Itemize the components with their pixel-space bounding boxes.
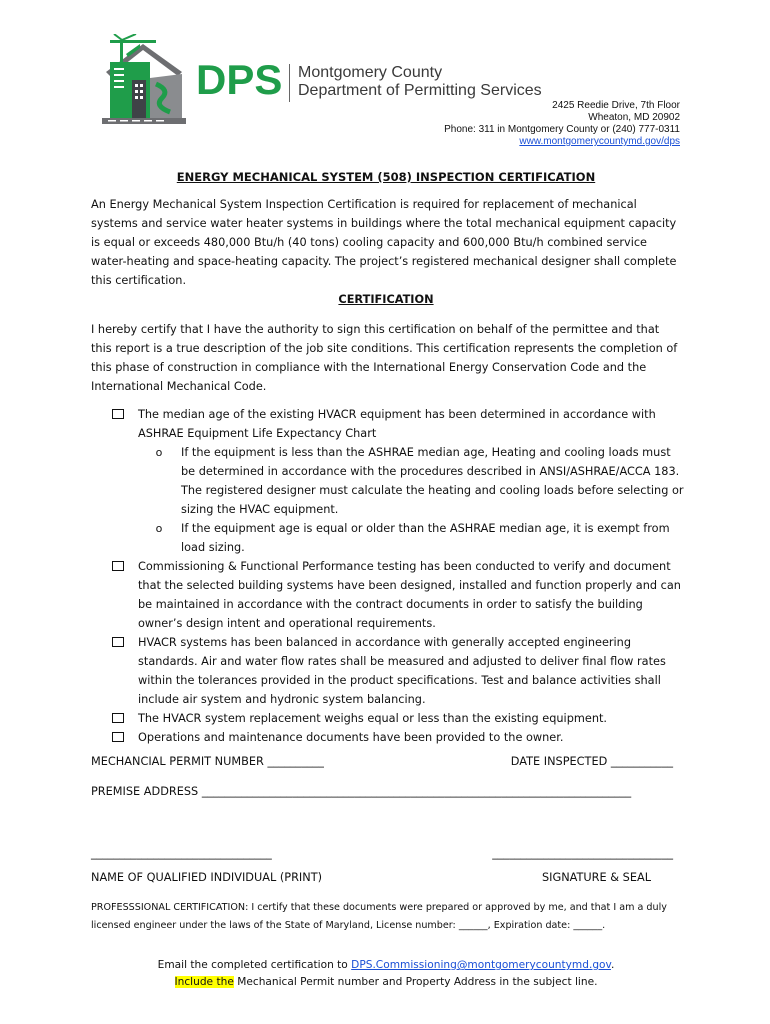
checklist-item-text: HVACR systems has been balanced in accordance with generally accepted engineering standards. Air and water flow rates shall be measured and adjusted to deliver final flow rates within the tolerances provided in the product specifications. Test and balance activities shall include air system and hydronic system balancing. (138, 636, 666, 706)
logo-divider (289, 64, 290, 102)
permit-number-field[interactable]: MECHANCIAL PERMIT NUMBER __________ (91, 755, 324, 768)
checklist-subitem (154, 519, 684, 557)
certification-heading: CERTIFICATION (338, 293, 434, 306)
county-name: Montgomery County (298, 64, 443, 81)
dps-building-logo (96, 34, 190, 128)
date-inspected-field[interactable]: DATE INSPECTED ___________ (510, 755, 673, 768)
premise-address-field[interactable]: PREMISE ADDRESS ____________________________________________________________________________ (91, 785, 632, 798)
checkbox-balancing[interactable] (112, 637, 124, 647)
checklist-item (112, 728, 684, 747)
address-line-1: 2425 Reedie Drive, 7th Floor (552, 100, 680, 111)
checklist-item (112, 633, 684, 709)
certification-checklist (112, 405, 684, 747)
checkbox-om-documents[interactable] (112, 732, 124, 742)
name-print-label: NAME OF QUALIFIED INDIVIDUAL (PRINT) (91, 871, 323, 884)
department-name: Department of Permitting Services (298, 82, 542, 99)
phone-line: Phone: 311 in Montgomery County or (240) 777-0311 (444, 124, 680, 135)
checklist-item-text: The HVACR system replacement weighs equal or less than the existing equipment. (138, 712, 608, 725)
address-line-2: Wheaton, MD 20902 (588, 112, 680, 123)
email-link[interactable]: DPS.Commissioning@montgomerycountymd.gov (351, 959, 611, 971)
footer-line-2 (91, 974, 681, 991)
name-print-line[interactable]: ________________________________ (91, 847, 272, 860)
checklist-item-text: Commissioning & Functional Performance testing has been conducted to verify and document that the selected building systems have been designed, installed and function properly and can be maintained in accordance with the contract documents in order to satisfy the building owner’s design intent and operational requirements. (138, 560, 681, 630)
professional-certification: PROFESSSIONAL CERTIFICATION: I certify that these documents were prepared or approved by me, and that I am a duly licensed engineer under the laws of the State of Maryland, License number: ______, Expiration date: ______. (91, 902, 667, 931)
checkbox-weight[interactable] (112, 713, 124, 723)
checkbox-commissioning[interactable] (112, 561, 124, 571)
checklist-subitem-text: If the equipment is less than the ASHRAE median age, Heating and cooling loads must be determined in accordance with the procedures described in ANSI/ASHRAE/ACCA 183. The registered designer must calculate the heating and cooling loads before selecting or sizing the HVAC equipment. (181, 446, 684, 516)
signature-seal-label: SIGNATURE & SEAL (541, 871, 651, 884)
signature-lines (91, 847, 673, 863)
circle-bullet: o (155, 522, 163, 535)
intro-paragraph: An Energy Mechanical System Inspection Certification is required for replacement of mechanical systems and service water heater systems in buildings where the total mechanical equipment capacity is equal or exceeds 480,000 Btu/h (40 tons) cooling capacity and 600,000 Btu/h combined service water-heating and space-heating capacity. The project’s registered mechanical designer shall complete this certification. (91, 198, 677, 287)
signature-labels (91, 871, 673, 887)
checklist-item (112, 709, 684, 728)
checkbox-median-age[interactable] (112, 409, 124, 419)
checklist-item (112, 557, 684, 633)
footer-prefix: Email the completed certification to (157, 959, 352, 971)
checklist-subitem (154, 443, 684, 519)
footer-suffix: . (610, 959, 615, 971)
checklist-subitem-text: If the equipment age is equal or older than the ASHRAE median age, it is exempt from load sizing. (181, 522, 670, 554)
signature-line[interactable]: ________________________________ (492, 847, 673, 860)
footer-instructions (91, 957, 681, 991)
document-title: ENERGY MECHANICAL SYSTEM (508) INSPECTION CERTIFICATION (176, 170, 596, 184)
footer-line-2-rest: Mechanical Permit number and Property Address in the subject line. (233, 976, 598, 988)
certification-paragraph: I hereby certify that I have the authority to sign this certification on behalf of the permittee and that this report is a true description of the job site conditions. This certification represents the completion of this phase of construction in compliance with the International Energy Conservation Code and the International Mechanical Code. (91, 323, 678, 393)
dps-wordmark: DPS (196, 56, 283, 103)
footer-line-1 (91, 957, 681, 974)
checklist-item-text: The median age of the existing HVACR equipment has been determined in accordance with ASHRAE Equipment Life Expectancy Chart (138, 408, 656, 440)
website-link[interactable]: www.montgomerycountymd.gov/dps (519, 136, 680, 147)
letterhead (0, 0, 770, 160)
circle-bullet: o (155, 446, 163, 459)
highlighted-text: Include the (174, 976, 234, 988)
checklist-item-text: Operations and maintenance documents have been provided to the owner. (138, 731, 564, 744)
checklist-item (112, 405, 684, 443)
